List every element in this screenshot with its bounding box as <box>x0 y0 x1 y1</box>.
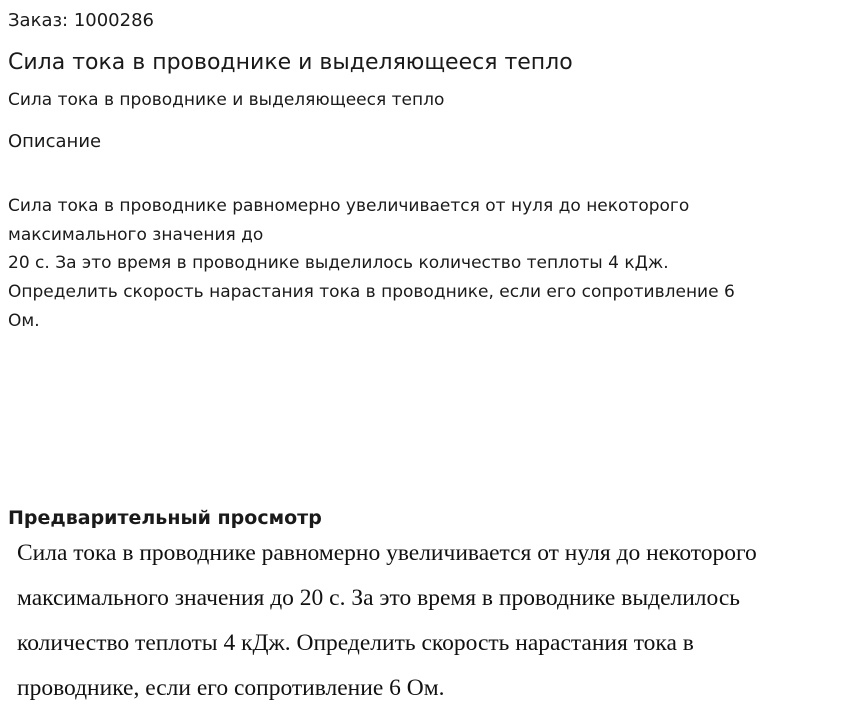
description-line: максимального значения до <box>8 224 264 245</box>
page-title: Сила тока в проводнике и выделяющееся тепло <box>8 50 573 75</box>
description-line: Сила тока в проводнике равномерно увеличивается от нуля до некоторого <box>8 196 690 216</box>
preview-line: проводнике, если его сопротивление 6 Ом. <box>17 675 445 701</box>
preview-text <box>17 531 842 711</box>
preview-line: Сила тока в проводнике равномерно увеличивается от нуля до некоторого <box>17 540 757 566</box>
preview-line: максимального значения до 20 с. За это время в проводнике выделилось <box>17 585 741 611</box>
description-line: Ом. <box>8 310 40 331</box>
page-subtitle: Сила тока в проводнике и выделяющееся тепло <box>8 90 445 110</box>
preview-heading: Предварительный просмотр <box>8 507 322 529</box>
description-heading: Описание <box>8 131 102 152</box>
order-number: Заказ: 1000286 <box>8 10 154 31</box>
preview-line: количество теплоты 4 кДж. Определить скорость нарастания тока в <box>17 630 694 656</box>
description-line: 20 с. За это время в проводнике выделилось количество теплоты 4 кДж. <box>8 253 669 274</box>
description-line: Определить скорость нарастания тока в проводнике, если его сопротивление 6 <box>8 282 735 303</box>
description-text <box>8 192 838 336</box>
